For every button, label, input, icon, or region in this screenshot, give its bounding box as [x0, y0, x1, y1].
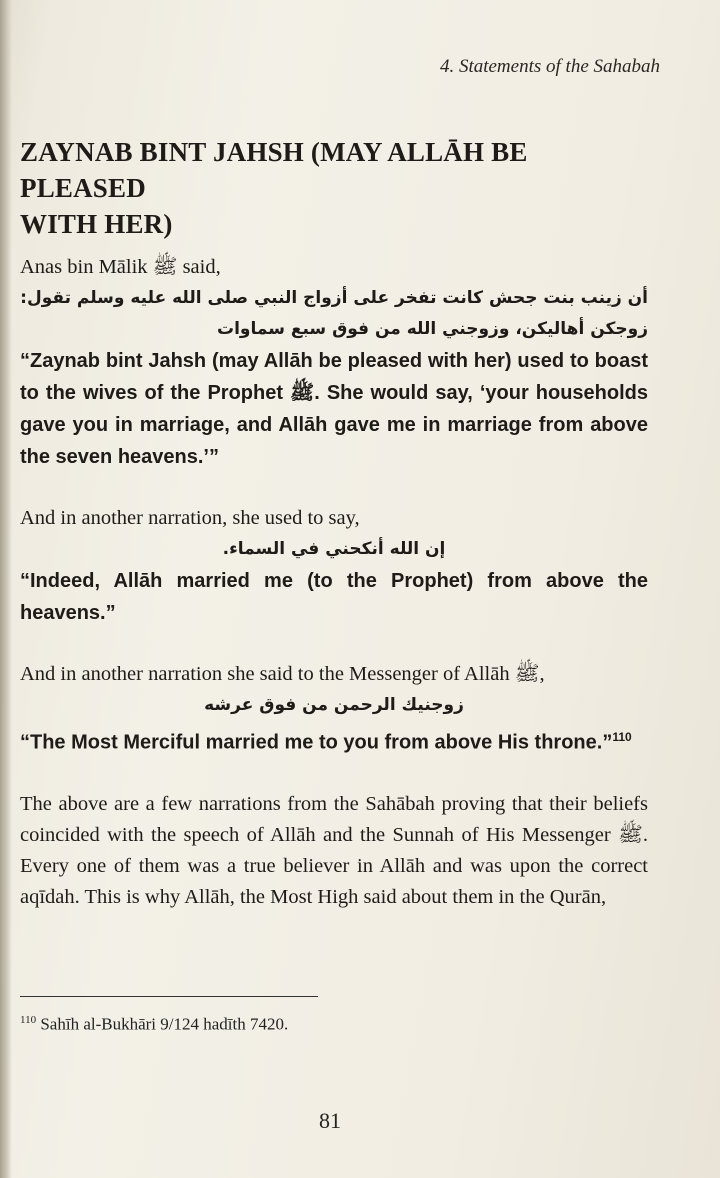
footnote-number: 110 [20, 1014, 37, 1026]
section-heading [20, 134, 648, 242]
narration-1-translation: “Zaynab bint Jahsh (may Allāh be pleased with her) used to boast to the wives of the Prophet ﷺ. She would say, ‘your households gave you in marriage, and Allāh gave me in marriage from above the seven heavens.’” [20, 350, 648, 468]
narration-2-intro: And in another narration, she used to say, [20, 507, 360, 529]
footnote-reference[interactable]: 110 [612, 730, 632, 744]
heading-line-2: WITH HER) [20, 209, 173, 239]
page-body [20, 134, 648, 913]
narration-3-translation [20, 721, 648, 759]
narration-3-intro: And in another narration she said to the Messenger of Allāh ﷺ, [20, 663, 545, 685]
conclusion-paragraph: The above are a few narrations from the Sahābah proving that their beliefs coincided with the speech of Allāh and the Sunnah of His Messenger ﷺ. Every one of them was a true believer in Allāh and was upon the correct aqīdah. This is why Allāh, the Most High said about them in the Qurān, [20, 792, 648, 908]
heading-line-1: ZAYNAB BINT JAHSH (MAY ALLĀH BE PLEASED [20, 137, 528, 203]
footnote-text: Sahīh al-Bukhāri 9/124 hadīth 7420. [40, 1014, 289, 1034]
page-number: 81 [319, 1108, 341, 1133]
narration-1-arabic-line-1: أن زينب بنت جحش كانت تفخر على أزواج النبي صلى الله عليه وسلم تقول: [20, 288, 648, 308]
narration-1-intro: Anas bin Mālik ﷺ said, [20, 256, 221, 278]
narration-3-arabic: زوجنيك الرحمن من فوق عرشه [204, 695, 464, 715]
running-header: 4. Statements of the Sahabah [439, 56, 660, 77]
narration-3-translation-text: “The Most Merciful married me to you from above His throne.” [20, 731, 613, 754]
narration-2-arabic: إن الله أنكحني في السماء. [222, 539, 446, 559]
footnote-divider [20, 996, 318, 997]
narration-2-translation: “Indeed, Allāh married me (to the Prophet) from above the heavens.” [20, 570, 648, 624]
footnote [20, 1014, 640, 1035]
narration-1-arabic-line-2: زوجكن أهاليكن، وزوجني الله من فوق سبع سماوات [216, 319, 648, 339]
page-spine-shadow [0, 0, 12, 1178]
